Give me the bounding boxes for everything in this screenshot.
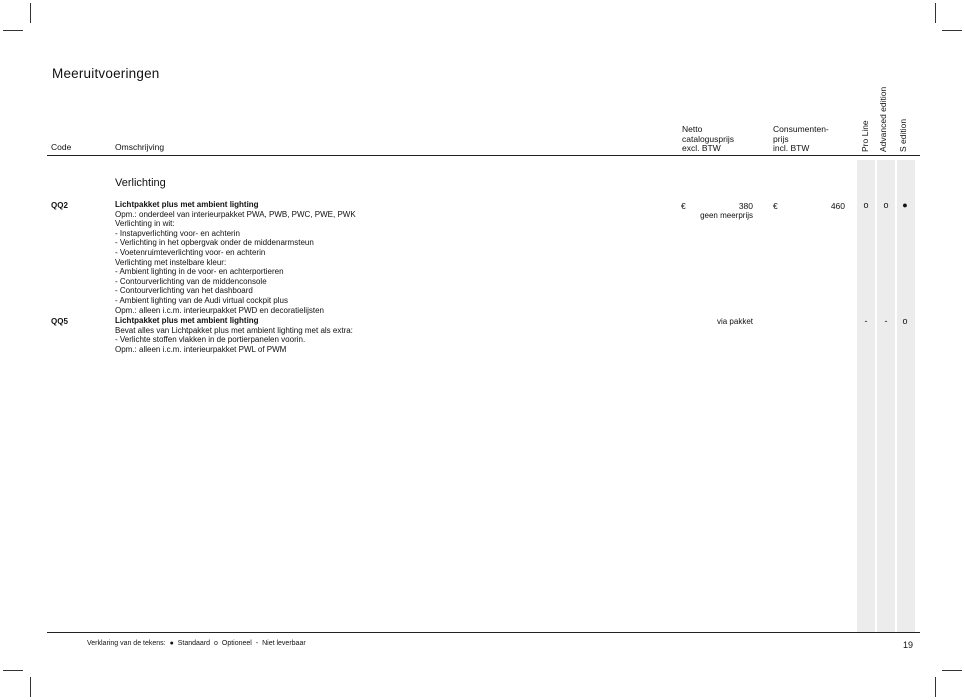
header-divider	[47, 155, 920, 156]
option-code: QQ2	[51, 201, 68, 210]
pro-line-availability: -	[864, 316, 868, 326]
description-line: Opm.: onderdeel van interieurpakket PWA, PWB, PWC, PWE, PWK	[115, 209, 356, 219]
header-net-price	[682, 125, 762, 154]
legend	[87, 640, 308, 647]
header-consumer-price-line: Consumenten-	[773, 124, 829, 134]
currency-symbol: €	[681, 201, 686, 211]
description-line: - Verlichting in het opbergvak onder de middenarmsteun	[115, 238, 314, 248]
page-title: Meeruitvoeringen	[52, 66, 160, 81]
crop-mark	[30, 3, 31, 23]
section-title: Verlichting	[115, 177, 166, 189]
footer-divider	[47, 632, 920, 633]
crop-mark	[942, 670, 962, 671]
description-line: Opm.: alleen i.c.m. interieurpakket PWD en decoratielijsten	[115, 305, 324, 315]
description-line: - Ambient lighting in de voor- en achterportieren	[115, 267, 284, 277]
legend-standard: Standaard	[177, 640, 211, 647]
header-pro-line: Pro Line	[860, 120, 870, 152]
description-line: Verlichting met instelbare kleur:	[115, 257, 227, 267]
s-edition-column-band	[897, 160, 915, 632]
header-net-price-line: excl. BTW	[682, 143, 721, 153]
crop-mark	[942, 30, 962, 31]
description-line: Bevat alles van Lichtpakket plus met ambient lighting met als extra:	[115, 325, 353, 335]
description-line: - Verlichte stoffen vlakken in de portierpanelen voorin.	[115, 335, 306, 345]
legend-optional: Optioneel	[221, 640, 252, 647]
header-consumer-price	[773, 125, 853, 154]
crop-mark	[3, 670, 23, 671]
option-description	[115, 200, 675, 315]
advanced-edition-column-band	[877, 160, 895, 632]
crop-mark	[935, 3, 936, 23]
description-line: Verlichting in wit:	[115, 219, 175, 229]
description-line: Lichtpakket plus met ambient lighting	[115, 200, 259, 209]
description-line: Lichtpakket plus met ambient lighting	[115, 316, 259, 325]
currency-symbol: €	[773, 201, 778, 211]
legend-intro: Verklaring van de tekens:	[87, 640, 166, 647]
consumer-price: 460	[830, 201, 845, 211]
not-available-dash-icon: -	[255, 640, 259, 647]
header-s-edition: S edition	[898, 118, 908, 152]
description-line: - Contourverlichting van de middenconsole	[115, 276, 267, 286]
net-price-note: geen meerprijs	[700, 211, 753, 220]
header-description: Omschrijving	[115, 142, 165, 152]
pro-line-availability: o	[863, 200, 869, 210]
description-line: - Voetenruimteverlichting voor- en achterin	[115, 247, 266, 257]
description-line: - Ambient lighting van de Audi virtual cockpit plus	[115, 295, 288, 305]
pro-line-column-band	[857, 160, 875, 632]
page-number: 19	[903, 640, 914, 650]
net-price: 380	[738, 201, 753, 211]
optional-circle-icon: o	[214, 640, 218, 647]
header-advanced-edition: Advanced edition	[878, 86, 888, 152]
header-net-price-line: Netto	[682, 124, 703, 134]
description-line: Opm.: alleen i.c.m. interieurpakket PWL of PWM	[115, 344, 287, 354]
s-edition-availability: ●	[902, 200, 908, 210]
crop-mark	[30, 677, 31, 697]
legend-not-available: Niet leverbaar	[262, 640, 306, 647]
header-net-price-line: catalogusprijs	[682, 133, 734, 144]
advanced-edition-availability: o	[883, 200, 889, 210]
header-consumer-price-line: incl. BTW	[773, 143, 810, 153]
s-edition-availability: o	[902, 316, 908, 326]
option-code: QQ5	[51, 317, 68, 326]
advanced-edition-availability: -	[884, 316, 888, 326]
net-price-note: via pakket	[716, 317, 753, 326]
header-code: Code	[51, 142, 72, 152]
standard-bullet-icon: ●	[169, 640, 174, 647]
description-line: - Contourverlichting van het dashboard	[115, 286, 253, 296]
header-consumer-price-line: prijs	[773, 133, 789, 144]
description-line: - Instapverlichting voor- en achterin	[115, 228, 240, 238]
option-description	[115, 316, 675, 354]
crop-mark	[3, 30, 23, 31]
crop-mark	[935, 677, 936, 697]
